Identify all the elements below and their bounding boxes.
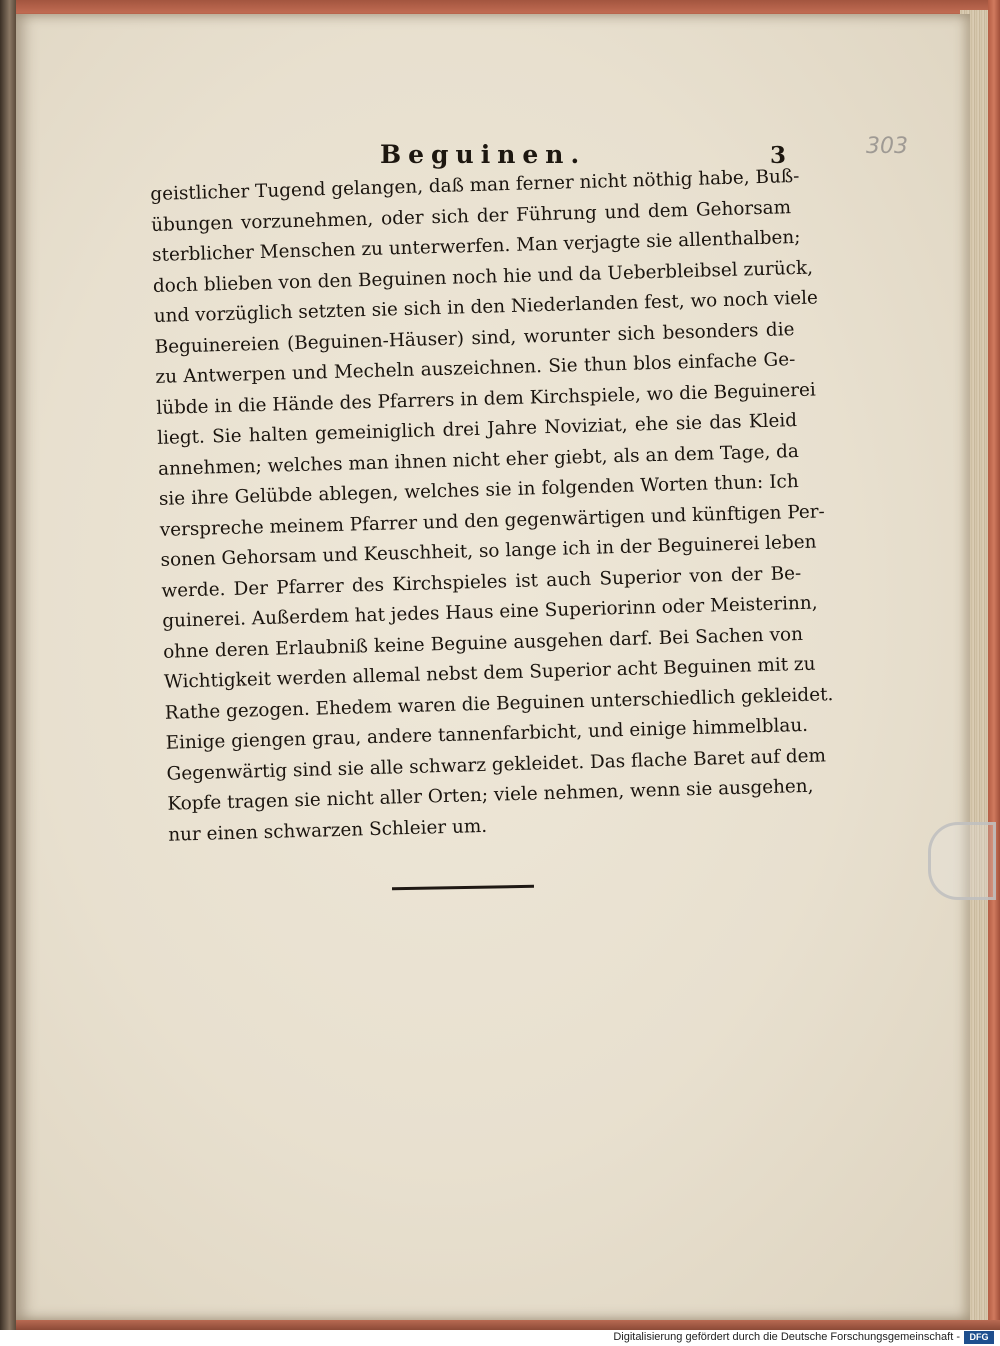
text-line: doch blieben von den Beguinen noch hie und da Ueberbleibsel zurück, [152,257,814,297]
text-line: verspreche meinem Pfarrer und den gegenwärtigen und künftigen Per- [159,500,826,541]
text-line: geistlicher Tugend gelangen, daß man ferner nicht nöthig habe, Buß- [150,165,800,205]
text-line: Rathe gezogen. Ehedem waren die Beguinen unterschiedlich gekleidet. [164,683,834,724]
dfg-logo: DFG [964,1331,994,1344]
page-number: 3 [770,142,787,169]
text-line: guinerei. Außerdem hat jedes Haus eine Superiorinn oder Meisterinn, [162,592,818,632]
text-line: annehmen; welches man ihnen nicht eher giebt, als an dem Tage, da [157,440,800,480]
text-line: liegt. Sie halten gemeiniglich drei Jahre Noviziat, ehe sie das Kleid [156,410,798,449]
text-line: nur einen schwarzen Schleier um. [167,815,488,846]
running-head: Beguinen. [380,140,587,169]
text-line: zu Antwerpen und Mecheln auszeichnen. Sie thun blos einfache Ge- [155,349,796,388]
text-line: Einige giengen grau, andere tannenfarbicht, und einige himmelblau. [165,714,809,754]
funding-credit: Digitalisierung gefördert durch die Deutsche Forschungsgemeinschaft - [613,1331,960,1343]
binding-bottom [16,1320,1000,1330]
body-text [150,162,834,851]
footer-bar [0,1330,1000,1346]
text-line: ohne deren Erlaubniß keine Beguine ausgehen darf. Bei Sachen von [162,623,804,663]
text-line: werde. Der Pfarrer des Kirchspieles ist auch Superior von der Be- [161,562,802,602]
book-cover-right [988,0,1000,1330]
paper-clip [928,822,996,900]
text-line: Gegenwärtig sind sie alle schwarz gekleidet. Das flache Baret auf dem [166,744,827,785]
text-line: sie ihre Gelübde ablegen, welches sie in folgenden Worten thun: Ich [158,471,799,510]
pencil-folio-number: 303 [866,134,908,159]
text-line: sterblicher Menschen zu unterwerfen. Man verjagte sie allenthalben; [151,226,801,266]
text-line: Wichtigkeit werden allemal nebst dem Superior acht Beguinen mit zu [163,653,816,693]
text-line: übungen vorzunehmen, oder sich der Führung und dem Gehorsam [150,196,792,236]
book-cover-left [0,0,16,1330]
text-line: lübde in die Hände des Pfarrers in dem Kirchspiele, wo die Beguinerei [156,378,817,419]
text-line: und vorzüglich setzten sie sich in den Niederlanden fest, wo noch viele [153,287,819,327]
text-line: Beguinereien (Beguinen-Häuser) sind, worunter sich besonders die [154,318,795,358]
text-line: Kopfe tragen sie nicht aller Orten; viele nehmen, wenn sie ausgehen, [167,775,814,815]
text-line: sonen Gehorsam und Keuschheit, so lange ich in der Beguinerei leben [160,531,817,571]
